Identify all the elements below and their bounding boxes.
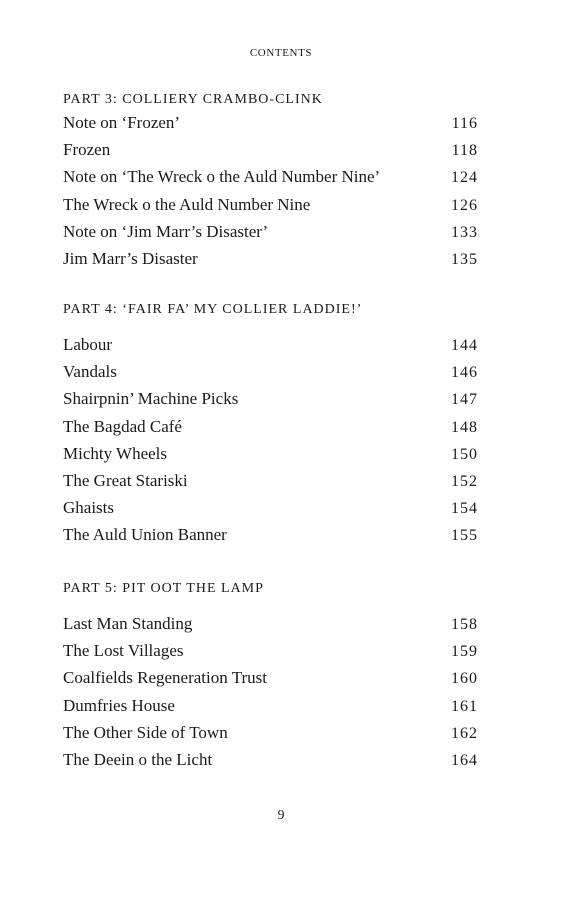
entry-page-number: 147 <box>451 391 478 409</box>
running-head: CONTENTS <box>249 47 313 59</box>
toc-entry[interactable] <box>63 494 478 521</box>
entry-page-number: 116 <box>451 115 478 132</box>
toc-entry[interactable] <box>63 191 478 218</box>
entry-page-number: 159 <box>451 643 478 661</box>
entry-page-number: 161 <box>451 697 478 715</box>
entry-title: The Great Stariski <box>63 470 188 490</box>
entry-title: Note on ‘Frozen’ <box>63 113 181 132</box>
entry-page-number: 118 <box>451 142 478 160</box>
entry-page-number: 162 <box>451 724 478 742</box>
toc-entry[interactable] <box>63 637 478 664</box>
toc-entry[interactable] <box>63 467 478 494</box>
entry-title: Jim Marr’s Disaster <box>63 248 198 268</box>
entry-page-number: 152 <box>451 472 478 490</box>
part-heading: PART 4: ‘FAIR FA’ MY COLLIER LADDIE!’ <box>63 302 363 317</box>
part-4-section <box>63 301 478 549</box>
toc-entry[interactable] <box>63 413 478 440</box>
entry-page-number: 144 <box>451 337 478 354</box>
entry-title: The Auld Union Banner <box>63 525 227 545</box>
toc-entry[interactable] <box>63 109 478 136</box>
toc-list <box>63 610 478 773</box>
entry-title: Coalfields Regeneration Trust <box>63 668 267 688</box>
page-number: 9 <box>277 808 285 823</box>
entry-title: Ghaists <box>63 498 114 518</box>
entry-page-number: 150 <box>451 445 478 463</box>
entry-title: The Lost Villages <box>63 641 184 661</box>
part-heading: PART 5: PIT OOT THE LAMP <box>63 581 264 596</box>
entry-title: Frozen <box>63 140 111 160</box>
entry-page-number: 135 <box>451 250 478 268</box>
entry-title: The Wreck o the Auld Number Nine <box>63 194 311 214</box>
entry-title: Note on ‘Jim Marr’s Disaster’ <box>63 221 269 241</box>
toc-entry[interactable] <box>63 245 478 272</box>
toc-entry[interactable] <box>63 692 478 719</box>
entry-title: The Deein o the Licht <box>63 749 213 769</box>
entry-page-number: 146 <box>451 364 478 382</box>
entry-title: The Bagdad Café <box>63 416 182 436</box>
entry-title: Michty Wheels <box>63 443 168 463</box>
entry-title: Shairpnin’ Machine Picks <box>63 389 239 409</box>
toc-entry[interactable] <box>63 358 478 385</box>
toc-entry[interactable] <box>63 440 478 467</box>
entry-page-number: 148 <box>451 418 478 436</box>
entry-title: Note on ‘The Wreck o the Auld Number Nine’ <box>63 167 381 187</box>
entry-page-number: 126 <box>451 196 478 214</box>
toc-entry[interactable] <box>63 746 478 773</box>
entry-title: Vandals <box>63 362 117 382</box>
entry-page-number: 160 <box>451 670 478 688</box>
entry-page-number: 154 <box>451 500 478 518</box>
entry-page-number: 124 <box>451 169 478 187</box>
toc-entry[interactable] <box>63 610 478 637</box>
part-5-section <box>63 580 478 773</box>
toc-entry[interactable] <box>63 331 478 358</box>
toc-entry[interactable] <box>63 163 478 190</box>
entry-page-number: 133 <box>451 223 478 241</box>
entry-title: Dumfries House <box>63 695 175 715</box>
toc-list <box>63 331 478 549</box>
toc-entry[interactable] <box>63 664 478 691</box>
entry-title: The Other Side of Town <box>63 722 228 742</box>
toc-entry[interactable] <box>63 136 478 163</box>
entry-page-number: 158 <box>451 616 478 633</box>
toc-list <box>63 109 478 272</box>
entry-page-number: 155 <box>451 527 478 545</box>
part-heading: PART 3: COLLIERY CRAMBO-CLINK <box>63 92 323 107</box>
toc-entry[interactable] <box>63 521 478 548</box>
entry-page-number: 164 <box>451 751 478 769</box>
entry-title: Labour <box>63 335 113 354</box>
toc-entry[interactable] <box>63 719 478 746</box>
toc-entry[interactable] <box>63 218 478 245</box>
part-3-section <box>63 91 478 272</box>
entry-title: Last Man Standing <box>63 614 193 633</box>
toc-entry[interactable] <box>63 385 478 412</box>
